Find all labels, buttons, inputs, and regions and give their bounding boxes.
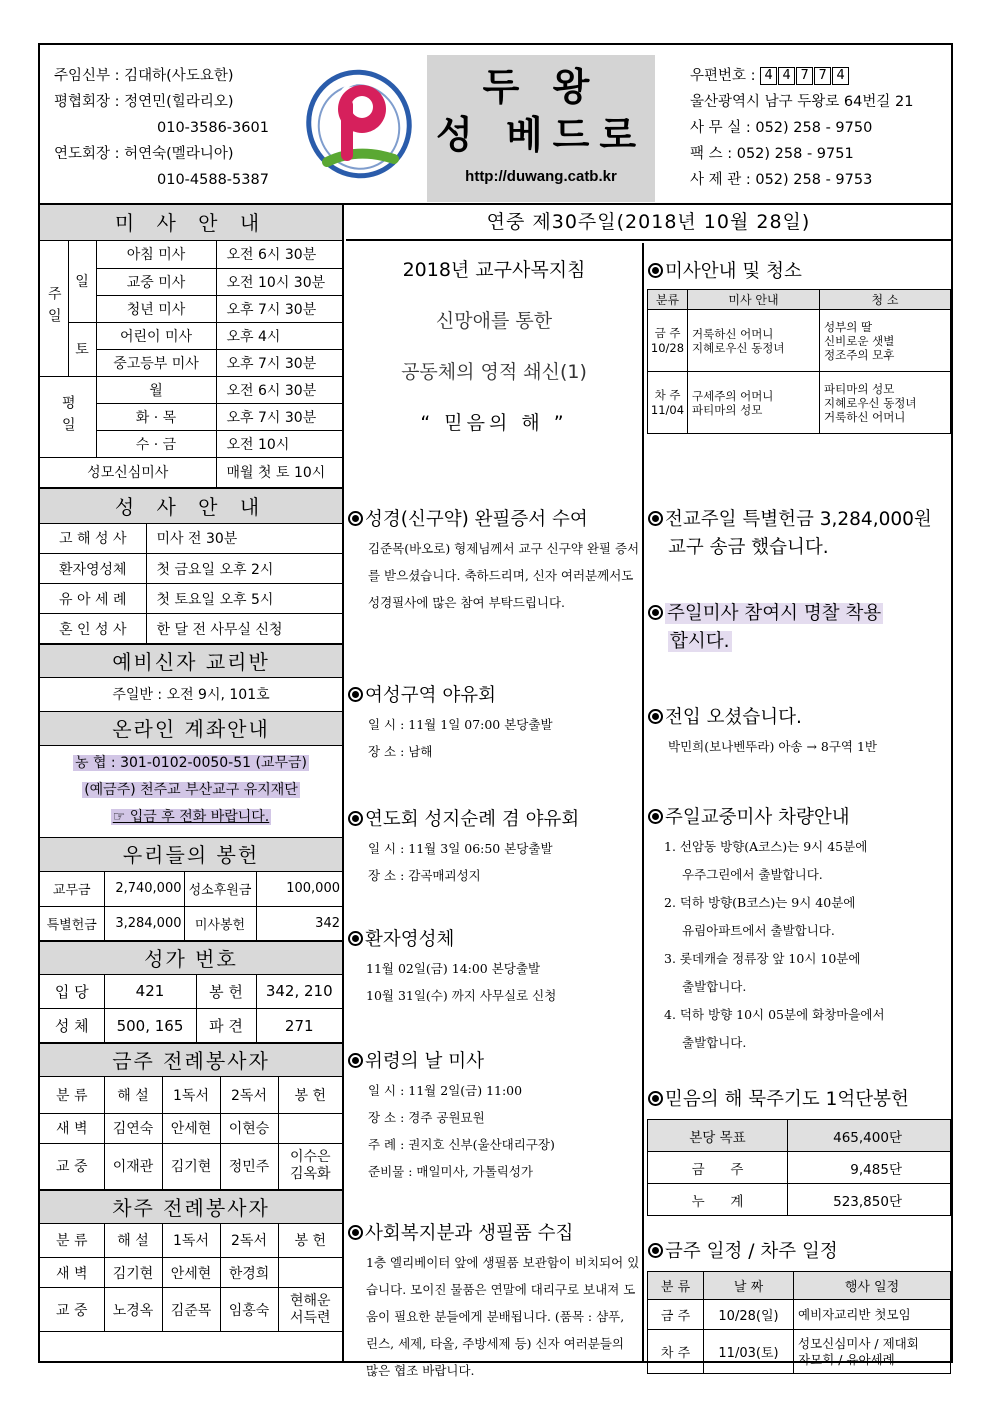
pastor-name: 주임신부 : 김대하(사도요한) <box>54 68 234 84</box>
middle-column <box>346 243 644 1378</box>
bullet-circle-icon <box>348 1225 363 1240</box>
sacrament-name: 유 아 세 례 <box>40 584 146 614</box>
council-phone: 010-3586-3601 <box>157 120 269 136</box>
souls-section <box>346 1047 644 1185</box>
bus-list <box>646 829 951 1057</box>
schedule-cell: 예비자교리반 첫모임 <box>794 1300 951 1330</box>
sacred-heart-label: 성모신심미사 <box>40 457 216 487</box>
clean-date: 금 주 10/28 <box>648 310 688 372</box>
bullet-circle-icon <box>648 605 663 620</box>
server-cell: 김기현 <box>104 1258 162 1288</box>
rosary-value: 523,850단 <box>788 1184 951 1216</box>
clean-header: 미사 안내 <box>688 290 820 310</box>
server-header: 해 설 <box>104 1224 162 1258</box>
bullet-circle-icon <box>648 1091 663 1106</box>
server-header: 1독서 <box>162 1077 220 1113</box>
offering-value: 2,740,000 <box>104 872 184 906</box>
clean-date: 차 주 11/04 <box>648 372 688 434</box>
server-cell <box>278 1258 342 1288</box>
mass-time: 오후 7시 30분 <box>216 349 342 376</box>
bus-item: 3. 롯데캐슬 정류장 앞 10시 10분에 <box>664 951 861 966</box>
elder-president: 연도회장 : 허연숙(멜라니아) <box>54 146 234 162</box>
server-cell: 안세현 <box>162 1258 220 1288</box>
elder-title: 연도회 성지순례 겸 야유회 <box>365 809 580 830</box>
sacraments-table <box>40 524 342 645</box>
bus-item-cont: 출발합니다. <box>682 1035 747 1050</box>
mass-name: 어린이 미사 <box>96 322 216 349</box>
postal-digit: 7 <box>814 67 831 85</box>
church-logo-icon <box>302 67 417 182</box>
offering-label: 미사봉헌 <box>184 906 256 940</box>
mass-time: 오후 7시 30분 <box>216 403 342 430</box>
postal-digit: 7 <box>796 67 813 85</box>
pastoral-guideline <box>346 243 642 448</box>
sacrament-value: 미사 전 30분 <box>146 524 342 554</box>
sat-label: 토 <box>68 322 96 376</box>
bus-item-cont: 유림아파트에서 출발합니다. <box>682 923 835 938</box>
moved-text: 박민희(보나벤뚜라) 아송 → 8구역 1반 <box>668 739 878 754</box>
server-cell: 정민주 <box>220 1143 278 1189</box>
bus-title: 주일교중미사 차량안내 <box>665 807 850 828</box>
bullet-circle-icon <box>648 809 663 824</box>
bible-title: 성경(신구약) 완필증서 수여 <box>365 509 588 530</box>
clean-duty: 성부의 딸 신비로운 샛별 정조주의 모후 <box>820 310 951 372</box>
server-cell: 김기현 <box>162 1143 220 1189</box>
parish-url[interactable]: http://duwang.catb.kr <box>465 168 617 185</box>
server-cell: 김준목 <box>162 1288 220 1332</box>
rosary-section <box>646 1085 951 1216</box>
sacraments-title: 성 사 안 내 <box>40 488 342 524</box>
schedule-cell: 10/28(일) <box>704 1300 794 1330</box>
server-header: 2독서 <box>220 1224 278 1258</box>
server-header: 봉 헌 <box>278 1224 342 1258</box>
server-cell: 안세현 <box>162 1113 220 1143</box>
offering-value: 100,000 <box>256 872 342 906</box>
women-line2: 장 소 : 남해 <box>368 744 433 759</box>
sacrament-name: 고 해 성 사 <box>40 524 146 554</box>
welfare-section <box>346 1219 644 1384</box>
mass-time: 오후 7시 30분 <box>216 295 342 322</box>
mass-time: 오전 10시 <box>216 430 342 457</box>
server-cell: 이수은 김옥화 <box>278 1143 342 1189</box>
schedule-cell: 11/03(토) <box>704 1330 794 1374</box>
server-header: 분 류 <box>40 1224 104 1258</box>
council-president: 평협회장 : 정연민(힐라리오) <box>54 94 234 110</box>
welfare-text: 1층 엘리베이터 앞에 생필품 보관함이 비치되어 있습니다. 모이진 물품은 연말에 대리구로 보내져 도움이 필요한 분들에게 분배됩니다. (품목 : 샴푸, 린스, 세제, 타올, 주방세제 등) 신자 여러분들의 많은 협조 바랍니다. <box>366 1255 640 1378</box>
offering-table <box>40 872 342 941</box>
schedule-section <box>646 1237 951 1374</box>
bullet-circle-icon <box>348 931 363 946</box>
schedule-table <box>647 1271 951 1374</box>
elder-section <box>346 805 644 889</box>
sun-label: 일 <box>68 241 96 322</box>
mission-text: 교구 송금 했습니다. <box>668 537 829 558</box>
pastoral-line3: 공동체의 영적 쇄신(1) <box>401 361 587 383</box>
elder-line2: 장 소 : 감곡매괴성지 <box>368 868 481 883</box>
server-header: 2독서 <box>220 1077 278 1113</box>
mass-name: 월 <box>96 376 216 403</box>
catechumen-text: 주일반 : 오전 9시, 101호 <box>40 678 342 712</box>
fax-number: 팩 스 : 052) 258 - 9751 <box>690 146 854 162</box>
women-line1: 일 시 : 11월 1일 07:00 본당출발 <box>368 717 553 732</box>
elder-line1: 일 시 : 11월 3일 06:50 본당출발 <box>368 841 553 856</box>
parish-title-line2: 성 베드로 <box>435 112 647 157</box>
pastoral-line4: “ 믿음의 해 ” <box>420 412 568 434</box>
mass-time: 오후 4시 <box>216 322 342 349</box>
souls-line4: 준비물 : 매일미사, 가톨릭성가 <box>368 1164 534 1179</box>
servers-next-title: 차주 전례봉사자 <box>40 1190 342 1224</box>
mass-time: 오전 10시 30분 <box>216 268 342 295</box>
office-phone: 사 무 실 : 052) 258 - 9750 <box>690 120 873 136</box>
rosary-label: 본당 목표 <box>648 1120 788 1152</box>
rosary-title: 믿음의 해 묵주기도 1억단봉헌 <box>665 1089 909 1110</box>
hymns-table <box>40 975 342 1044</box>
server-header: 분 류 <box>40 1077 104 1113</box>
mass-time: 오전 6시 30분 <box>216 241 342 268</box>
account-info <box>40 746 342 838</box>
hymn-value: 500, 165 <box>104 1009 196 1043</box>
mass-name: 중고등부 미사 <box>96 349 216 376</box>
server-cell: 이현승 <box>220 1113 278 1143</box>
clean-section <box>646 257 951 434</box>
server-cell: 현해운 서득련 <box>278 1288 342 1332</box>
bullet-circle-icon <box>348 687 363 702</box>
hymn-label: 입 당 <box>40 975 104 1009</box>
clean-title: 미사안내 및 청소 <box>665 261 802 282</box>
souls-line1: 일 시 : 11월 2일(금) 11:00 <box>368 1083 523 1098</box>
women-title: 여성구역 야유회 <box>365 685 496 706</box>
server-cell: 새 벽 <box>40 1113 104 1143</box>
women-section <box>346 681 644 765</box>
sacrament-value: 첫 금요일 오후 2시 <box>146 554 342 584</box>
offering-label: 특별헌금 <box>40 906 104 940</box>
schedule-cell: 금 주 <box>648 1300 704 1330</box>
bullet-circle-icon <box>648 511 663 526</box>
clean-mass: 거룩하신 어머니 지혜로우신 동정녀 <box>688 310 820 372</box>
account-note: ☞ 입금 후 전화 바랍니다. <box>112 809 270 825</box>
server-cell: 새 벽 <box>40 1258 104 1288</box>
schedule-cell: 차 주 <box>648 1330 704 1374</box>
rosary-label: 누 계 <box>648 1184 788 1216</box>
account-number: 농 협 : 301-0102-0050-51 (교무금) <box>74 755 307 771</box>
nametag-title: 주일미사 참여시 명찰 착용 <box>667 603 882 624</box>
offering-label: 성소후원금 <box>184 872 256 906</box>
bullet-circle-icon <box>648 263 663 278</box>
rosary-value: 9,485단 <box>788 1152 951 1184</box>
bullet-circle-icon <box>648 1243 663 1258</box>
catechumen-title: 예비신자 교리반 <box>40 644 342 678</box>
mass-name: 수 · 금 <box>96 430 216 457</box>
hymn-label: 성 체 <box>40 1009 104 1043</box>
server-header: 봉 헌 <box>278 1077 342 1113</box>
online-title: 온라인 계좌안내 <box>40 712 342 746</box>
hymn-label: 봉 헌 <box>196 975 256 1009</box>
bulletin-header <box>40 45 951 205</box>
hymn-value: 342, 210 <box>256 975 342 1009</box>
bus-item: 2. 덕하 방향(B코스)는 9시 40분에 <box>664 895 856 910</box>
clean-table <box>647 289 951 434</box>
hymn-value: 271 <box>256 1009 342 1043</box>
server-cell: 임홍숙 <box>220 1288 278 1332</box>
server-cell: 한경희 <box>220 1258 278 1288</box>
clean-header: 분류 <box>648 290 688 310</box>
mass-name: 청년 미사 <box>96 295 216 322</box>
server-header: 해 설 <box>104 1077 162 1113</box>
bus-item-cont: 우주그린에서 출발합니다. <box>682 867 823 882</box>
moved-title: 전입 오셨습니다. <box>665 707 802 728</box>
postal-digit: 4 <box>760 67 777 85</box>
sacrament-value: 한 달 전 사무실 신청 <box>146 614 342 644</box>
contact-info <box>690 63 913 193</box>
bible-text: 김준목(바오로) 형제님께서 교구 신구약 완필 증서를 받으셨습니다. 축하드리며, 신자 여러분께서도 성경필사에 많은 참여 부탁드립니다. <box>368 541 640 610</box>
bullet-circle-icon <box>348 511 363 526</box>
postal-digit: 4 <box>832 67 849 85</box>
bus-section <box>646 803 951 1057</box>
parish-title-line1: 두 왕 <box>482 64 600 109</box>
hymn-label: 파 견 <box>196 1009 256 1043</box>
sunday-label: 주일 <box>40 241 68 376</box>
staff-info <box>54 63 269 193</box>
rosary-value: 465,400단 <box>788 1120 951 1152</box>
schedule-title: 금주 일정 / 차주 일정 <box>665 1241 838 1262</box>
schedule-cell: 성모신심미사 / 제대회 자모회 / 유아세례 <box>794 1330 951 1374</box>
nametag-text: 합시다. <box>670 631 730 652</box>
postal-digit: 4 <box>778 67 795 85</box>
server-cell: 교 중 <box>40 1288 104 1332</box>
sacrament-name: 환자영성체 <box>40 554 146 584</box>
sacrament-name: 혼 인 성 사 <box>40 614 146 644</box>
offering-value: 3,284,000 <box>104 906 184 940</box>
communion-title: 환자영성체 <box>365 929 455 950</box>
bullet-circle-icon <box>348 811 363 826</box>
bus-item-cont: 출발합니다. <box>682 979 747 994</box>
mission-title: 전교주일 특별헌금 3,284,000원 <box>665 509 932 530</box>
communion-section <box>346 925 644 1009</box>
offering-label: 교무금 <box>40 872 104 906</box>
nametag-section <box>646 599 951 659</box>
mission-section <box>646 505 951 565</box>
servers-this-table <box>40 1077 342 1190</box>
souls-title: 위령의 날 미사 <box>365 1051 484 1072</box>
bulletin-page <box>38 43 953 1378</box>
mass-name: 화 · 목 <box>96 403 216 430</box>
postal-code: 우편번호 : 4 4 7 7 4 <box>690 63 913 89</box>
parish-title-box <box>427 55 655 202</box>
mass-table <box>40 241 342 488</box>
schedule-header: 행사 일정 <box>794 1272 951 1300</box>
week-title: 연중 제30주일(2018년 10월 28일) <box>346 205 951 241</box>
address: 울산광역시 남구 두왕로 64번길 21 <box>690 94 914 110</box>
schedule-header: 날 짜 <box>704 1272 794 1300</box>
server-cell: 노경옥 <box>104 1288 162 1332</box>
rectory-phone: 사 제 관 : 052) 258 - 9753 <box>690 172 873 188</box>
elder-phone: 010-4588-5387 <box>157 172 269 188</box>
offering-title: 우리들의 봉헌 <box>40 838 342 872</box>
bus-item: 1. 선암동 방향(A코스)는 9시 45분에 <box>664 839 868 854</box>
clean-mass: 구세주의 어머니 파티마의 성모 <box>688 372 820 434</box>
clean-header: 청 소 <box>820 290 951 310</box>
server-cell: 김연숙 <box>104 1113 162 1143</box>
bible-section <box>346 505 644 616</box>
bus-item: 4. 덕하 방향 10시 05분에 화창마을에서 <box>664 1007 885 1022</box>
welfare-title: 사회복지분과 생필품 수집 <box>365 1223 574 1244</box>
bullet-circle-icon <box>648 709 663 724</box>
souls-line3: 주 례 : 권지호 신부(울산대리구장) <box>368 1137 555 1152</box>
communion-line2: 10월 31일(수) 까지 사무실로 신청 <box>366 988 557 1003</box>
schedule-header: 분 류 <box>648 1272 704 1300</box>
bullet-circle-icon <box>348 1053 363 1068</box>
pastoral-line2: 신망애를 통한 <box>435 310 553 332</box>
sacrament-value: 첫 토요일 오후 5시 <box>146 584 342 614</box>
clean-duty: 파티마의 성모 지혜로우신 동정녀 거룩하신 어머니 <box>820 372 951 434</box>
mass-time: 오전 6시 30분 <box>216 376 342 403</box>
hymns-title: 성가 번호 <box>40 941 342 975</box>
server-cell: 교 중 <box>40 1143 104 1189</box>
server-cell: 이재관 <box>104 1143 162 1189</box>
hymn-value: 421 <box>104 975 196 1009</box>
account-holder: (예금주) 천주교 부산교구 유지재단 <box>84 782 298 798</box>
servers-this-title: 금주 전례봉사자 <box>40 1043 342 1077</box>
pastoral-line1: 2018년 교구사목지침 <box>402 259 586 281</box>
server-header: 1독서 <box>162 1224 220 1258</box>
server-cell <box>278 1113 342 1143</box>
right-column <box>646 243 951 1367</box>
sacred-heart-time: 매월 첫 토 10시 <box>216 457 342 487</box>
left-column <box>40 205 344 1361</box>
mass-name: 아침 미사 <box>96 241 216 268</box>
moved-section <box>646 703 951 761</box>
communion-line1: 11월 02일(금) 14:00 본당출발 <box>366 961 541 976</box>
rosary-label: 금 주 <box>648 1152 788 1184</box>
rosary-table <box>647 1119 951 1216</box>
weekday-label: 평일 <box>40 376 96 457</box>
mass-name: 교중 미사 <box>96 268 216 295</box>
mass-title: 미 사 안 내 <box>40 205 342 241</box>
servers-next-table <box>40 1224 342 1333</box>
offering-value: 342 <box>256 906 342 940</box>
souls-line2: 장 소 : 경주 공원묘원 <box>368 1110 485 1125</box>
